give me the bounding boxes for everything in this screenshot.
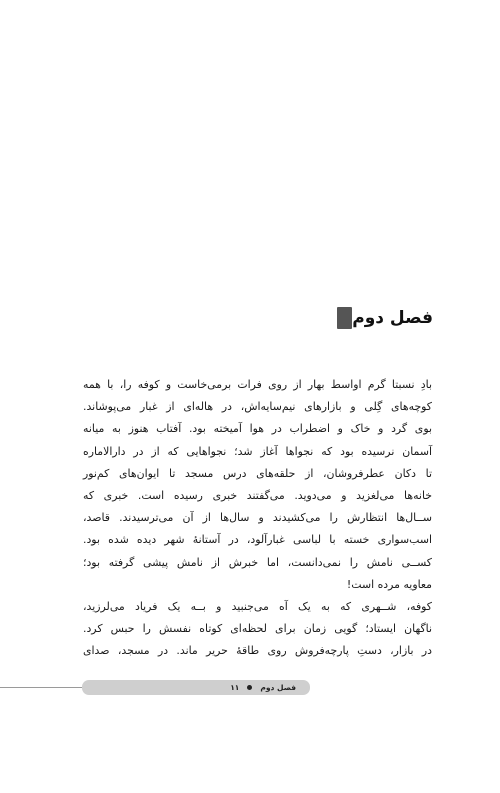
text-line: بادِ نسبتا گرم اواسط بهار از روی فرات برمی‌خاست و کوفه را، با همه xyxy=(83,378,432,391)
text-line: کســی نامش را نمی‌دانست، اما خبرش از نامش پیشی گرفته بود؛ xyxy=(83,555,432,569)
page-footer xyxy=(82,680,310,695)
text-line: کوفه، شــهری که به یک آه می‌جنبید و بــه یک فریاد می‌لرزید، xyxy=(83,600,432,614)
text-line: معاویه مرده است! xyxy=(346,577,432,591)
text-line: آسمان نرسیده بود که نجواها آغاز شد؛ نجواهایی که از در دارالاماره xyxy=(83,444,432,458)
page-number: ۱۱ xyxy=(230,683,240,692)
text-line: خانه‌ها می‌لغزید و می‌دوید. می‌گفتند خبری رسیده است. خبری که xyxy=(83,489,432,503)
text-line: ناگهان ایستاد؛ گویی زمان برای لحظه‌ای کوتاه نفسش را حبس کرد. xyxy=(83,622,432,636)
chapter-title: فصل دوم xyxy=(352,308,433,328)
chapter-heading xyxy=(330,305,433,331)
footer-dot-icon xyxy=(247,685,252,690)
text-line: بوی گرد و خاک و اضطراب در هوا آمیخته بود. آفتاب هنوز به میانه xyxy=(83,422,432,436)
text-line: تا دکان عطرفروشان، از حلقه‌های درس مسجد تا ایوان‌های کم‌نور xyxy=(83,466,432,480)
text-line: اسب‌سواری خسته با لباسی غبارآلود، در آستانهٔ شهر دیده شده بود. xyxy=(83,533,432,547)
running-title: فصل دوم xyxy=(260,683,296,692)
text-line: کوچه‌های گِلی و بازارهای نیم‌سایه‌اش، در هاله‌ای از غبار می‌پوشاند. xyxy=(83,400,432,414)
body-text xyxy=(83,374,432,663)
text-line: ســال‌ها انتظارش را می‌کشیدند و سال‌ها از آن می‌ترسیدند. قاصد، xyxy=(83,511,432,525)
text-line: در بازار، دستِ پارچه‌فروش روی طاقهٔ حریر ماند. در مسجد، صدای xyxy=(83,644,432,658)
chapter-marker xyxy=(337,307,352,329)
